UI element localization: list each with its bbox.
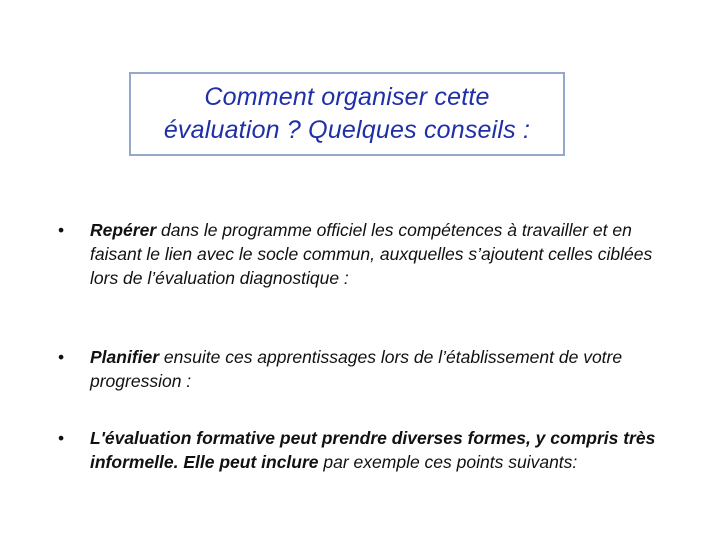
bullet-item-planifier	[58, 345, 678, 393]
bullet-text	[90, 345, 678, 393]
bullet-marker: •	[58, 428, 65, 448]
bullet-item-reperer	[58, 218, 678, 290]
slide-title-line-2: évaluation ? Quelques conseils :	[163, 116, 531, 144]
bullet-text	[90, 218, 678, 290]
bullet-item-evaluation-formative	[58, 426, 678, 474]
bullet-body: dans le programme officiel les compétences à travailler et en faisant le lien avec le socle commun, auxquelles s’ajoutent celles ciblées lors de l’évaluation diagnostique :	[90, 220, 653, 288]
bullet-body: ensuite ces apprentissages lors de l’établissement de votre progression :	[90, 347, 623, 391]
slide-title-line-1: Comment organiser cette	[204, 83, 490, 111]
bullet-keyword: Planifier	[90, 347, 160, 367]
bullet-text	[90, 426, 678, 474]
bullet-keyword: Repérer	[90, 220, 157, 240]
bullet-marker: •	[58, 347, 65, 367]
bullet-keyword: L'évaluation formative peut prendre diverses formes, y compris très informelle. Elle peut inclure	[90, 428, 656, 472]
bullet-body: par exemple ces points suivants:	[318, 452, 578, 472]
bullet-marker: •	[58, 220, 65, 240]
